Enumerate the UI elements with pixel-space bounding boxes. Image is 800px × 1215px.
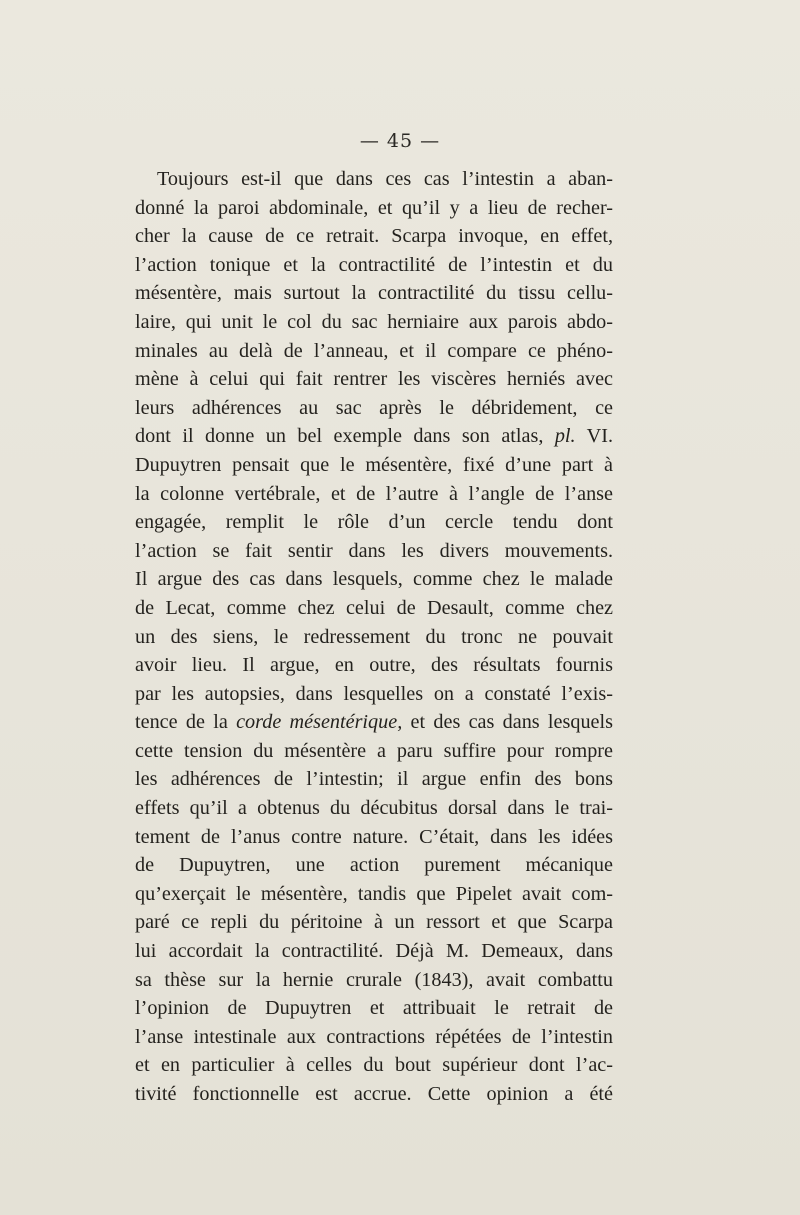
text-run: Toujours est-il que dans ces cas l’intestin a aban- <box>157 168 613 190</box>
text-line <box>135 1080 613 1109</box>
text-line <box>135 1023 613 1052</box>
text-line <box>135 737 613 766</box>
text-run: sa thèse sur la hernie crurale (1843), avait combattu <box>135 968 613 991</box>
text-line <box>135 422 613 451</box>
text-line <box>135 880 613 909</box>
text-line <box>135 279 613 308</box>
text-run: tement de l’anus contre nature. C’était, dans les idées <box>135 825 613 848</box>
text-run: les adhérences de l’intestin; il argue enfin des bons <box>135 768 613 791</box>
text-run: mésentère, mais surtout la contractilité du tissu cellu- <box>135 282 613 305</box>
text-line <box>135 708 613 737</box>
text-run: laire, qui unit le col du sac herniaire aux parois abdo- <box>135 310 613 333</box>
text-run: l’action tonique et la contractilité de l’intestin et du <box>135 253 613 276</box>
text-run: l’action se fait sentir dans les divers mouvements. <box>135 539 613 562</box>
text-line <box>135 651 613 680</box>
text-run: dont il donne un bel exemple dans son atlas, <box>135 425 555 448</box>
text-line <box>135 1051 613 1080</box>
body-text <box>135 165 613 1109</box>
text-run: effets qu’il a obtenus du décubitus dorsal dans le trai- <box>135 797 613 820</box>
text-line <box>135 623 613 652</box>
text-line <box>135 794 613 823</box>
text-line <box>135 365 613 394</box>
text-run: avoir lieu. Il argue, en outre, des résultats fournis <box>135 654 613 677</box>
text-run: leurs adhérences au sac après le débridement, ce <box>135 396 613 419</box>
text-run: mène à celui qui fait rentrer les viscères herniés avec <box>135 368 613 391</box>
text-run: engagée, remplit le rôle d’un cercle tendu dont <box>135 511 613 534</box>
text-run: qu’exerçait le mésentère, tandis que Pipelet avait com- <box>135 882 613 905</box>
text-line <box>135 937 613 966</box>
text-line <box>135 765 613 794</box>
text-run: de Lecat, comme chez celui de Desault, comme chez <box>135 596 613 619</box>
text-line <box>135 508 613 537</box>
text-line <box>135 565 613 594</box>
text-line <box>135 251 613 280</box>
italic-text-run: corde mésentérique, <box>236 711 403 734</box>
text-run: lui accordait la contractilité. Déjà M. Demeaux, dans <box>135 940 613 963</box>
text-run: paré ce repli du péritoine à un ressort et que Scarpa <box>135 911 613 934</box>
text-run: Dupuytren pensait que le mésentère, fixé d’une part à <box>135 453 613 476</box>
text-run: cher la cause de ce retrait. Scarpa invoque, en effet, <box>135 225 613 248</box>
text-run: cette tension du mésentère a paru suffire pour rompre <box>135 739 613 762</box>
text-run: l’anse intestinale aux contractions répétées de l’intestin <box>135 1025 613 1048</box>
text-run: un des siens, le redressement du tronc ne pouvait <box>135 625 613 648</box>
text-run: l’opinion de Dupuytren et attribuait le retrait de <box>135 997 613 1020</box>
text-run: donné la paroi abdominale, et qu’il y a lieu de recher- <box>135 196 613 219</box>
text-line <box>135 222 613 251</box>
text-line <box>135 451 613 480</box>
text-line <box>135 308 613 337</box>
text-line <box>135 594 613 623</box>
text-line <box>135 165 613 194</box>
text-line <box>135 680 613 709</box>
text-run: de Dupuytren, une action purement mécanique <box>135 854 613 877</box>
text-run: la colonne vertébrale, et de l’autre à l’angle de l’anse <box>135 482 613 505</box>
text-line <box>135 337 613 366</box>
italic-text-run: pl. <box>554 425 576 448</box>
text-line <box>135 851 613 880</box>
text-run: tence de la <box>135 711 237 734</box>
text-line <box>135 908 613 937</box>
text-run: tivité fonctionnelle est accrue. Cette opinion a été <box>135 1083 613 1105</box>
page-number: — 45 — <box>359 130 441 152</box>
text-line <box>135 823 613 852</box>
text-line <box>135 994 613 1023</box>
text-line <box>135 480 613 509</box>
text-run: minales au delà de l’anneau, et il compare ce phéno- <box>135 339 613 362</box>
text-run: et en particulier à celles du bout supérieur dont l’ac- <box>135 1054 613 1077</box>
text-run: par les autopsies, dans lesquelles on a constaté l’exis- <box>135 682 613 705</box>
text-run: et des cas dans lesquels <box>402 711 613 734</box>
text-line <box>135 194 613 223</box>
text-run: Il argue des cas dans lesquels, comme chez le malade <box>135 568 613 591</box>
text-line <box>135 394 613 423</box>
text-line <box>135 966 613 995</box>
text-run: VI. <box>575 425 613 448</box>
text-line <box>135 537 613 566</box>
